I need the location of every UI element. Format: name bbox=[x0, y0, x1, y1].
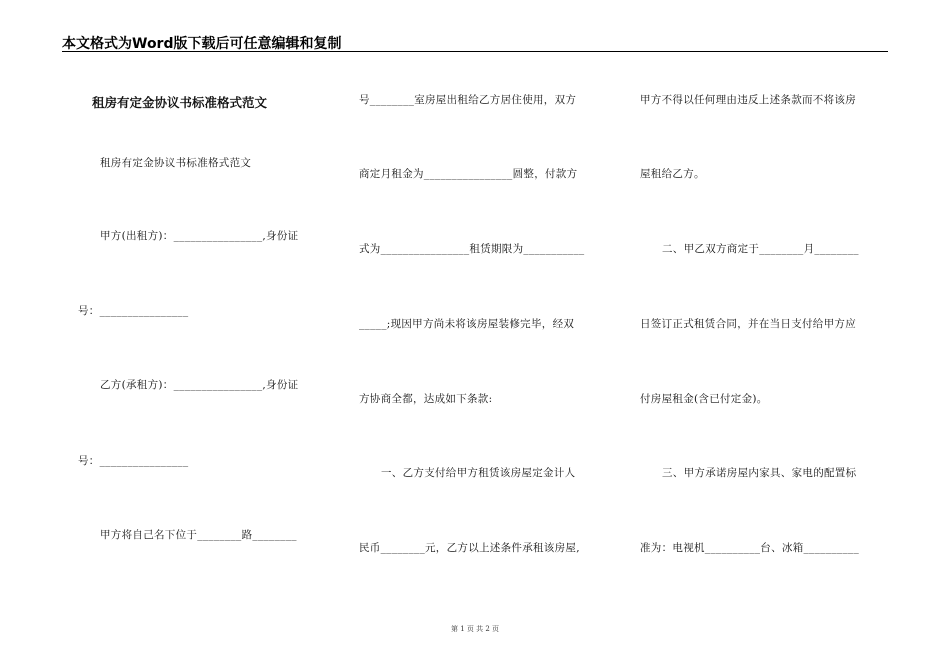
col3-line-5: 付房屋租金(含已付定金)。 bbox=[640, 393, 768, 405]
col1-line-5: 号：________________ bbox=[78, 455, 189, 467]
col3-line-1: 甲方不得以任何理由违反上述条款而不将该房 bbox=[640, 94, 856, 106]
col1-line-6: 甲方将自己名下位于________路________ bbox=[100, 529, 297, 541]
col3-line-3: 二、甲乙双方商定于________月________ bbox=[662, 243, 859, 255]
page-number: 第 1 页 共 2 页 bbox=[450, 625, 500, 633]
document-header: 本文格式为Word版下载后可任意编辑和复制 bbox=[62, 36, 342, 52]
col3-line-2: 屋租给乙方。 bbox=[640, 168, 705, 180]
col1-line-2: 甲方(出租方)：________________,身份证 bbox=[100, 230, 299, 242]
col2-line-3: 式为________________租赁期限为___________ bbox=[359, 243, 585, 255]
col2-line-6: 一、乙方支付给甲方租赁该房屋定金计人 bbox=[381, 467, 576, 479]
col3-line-6: 三、甲方承诺房屋内家具、家电的配置标 bbox=[662, 467, 857, 479]
col2-line-1: 号________室房屋出租给乙方居住使用，双方 bbox=[359, 94, 577, 106]
col1-line-1: 租房有定金协议书标准格式范文 bbox=[100, 157, 252, 169]
col1-line-4: 乙方(承租方)：________________,身份证 bbox=[100, 379, 299, 391]
col2-line-7: 民币________元，乙方以上述条件承租该房屋, bbox=[359, 542, 580, 554]
col2-line-2: 商定月租金为________________圆整，付款方 bbox=[359, 168, 578, 180]
col2-line-4: _____;现因甲方尚未将该房屋装修完毕，经双 bbox=[359, 318, 575, 330]
col1-line-3: 号：________________ bbox=[78, 305, 189, 317]
col3-line-7: 准为：电视机__________台、冰箱__________ bbox=[640, 542, 859, 554]
document-title: 租房有定金协议书标准格式范文 bbox=[92, 95, 268, 110]
col3-line-4: 日签订正式租赁合同，并在当日支付给甲方应 bbox=[640, 318, 856, 330]
col2-line-5: 方协商全都，达成如下条款: bbox=[359, 393, 493, 405]
header-rule bbox=[62, 51, 888, 52]
